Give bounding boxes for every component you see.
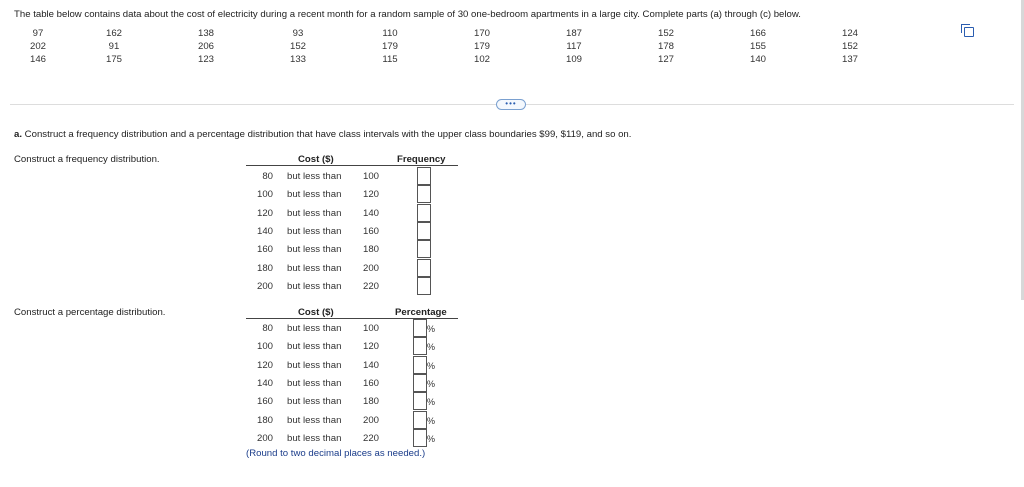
data-cell: 146: [29, 54, 46, 65]
class-upper-bound: 160: [363, 377, 380, 389]
percent-sign: %: [427, 360, 436, 371]
percentage-input[interactable]: [413, 319, 427, 337]
percent-sign: %: [427, 415, 436, 426]
frequency-input[interactable]: [417, 167, 431, 185]
percent-sign: %: [427, 433, 436, 444]
percentage-value-header: Percentage: [395, 307, 447, 318]
class-upper-bound: 220: [363, 280, 380, 292]
class-lower-bound: 120: [256, 359, 273, 371]
percent-sign: %: [427, 342, 436, 353]
data-cell: 102: [473, 54, 490, 65]
data-table: [8, 27, 896, 66]
class-connector: but less than: [287, 323, 342, 334]
class-upper-bound: 140: [363, 207, 380, 219]
percentage-prompt: Construct a percentage distribution.: [14, 307, 166, 318]
class-lower-bound: 180: [256, 262, 273, 274]
class-upper-bound: 120: [363, 341, 380, 353]
class-lower-bound: 160: [256, 396, 273, 408]
class-upper-bound: 200: [363, 414, 380, 426]
class-lower-bound: 160: [256, 244, 273, 256]
percentage-cost-header: Cost ($): [298, 307, 334, 318]
copy-icon[interactable]: [964, 27, 974, 37]
data-cell: 187: [565, 28, 582, 39]
part-a-instruction: [14, 129, 631, 140]
class-upper-bound: 180: [363, 244, 380, 256]
class-connector: but less than: [287, 414, 342, 426]
data-cell: 152: [289, 41, 306, 52]
data-cell: 93: [292, 28, 304, 39]
class-connector: but less than: [287, 225, 342, 237]
data-row: [8, 53, 896, 66]
data-cell: 155: [749, 41, 766, 52]
part-a-prefix: a.: [14, 129, 23, 140]
class-connector: but less than: [287, 207, 342, 219]
percent-sign: %: [427, 397, 436, 408]
part-a-text: Construct a frequency distribution and a percentage distribution that have class intervals with the upper class boundaries $99, $119, and so on.: [22, 129, 632, 140]
percentage-input[interactable]: [413, 356, 427, 374]
class-connector: but less than: [287, 244, 342, 256]
class-connector: but less than: [287, 341, 342, 353]
data-cell: 175: [105, 54, 122, 65]
class-upper-bound: 220: [363, 432, 380, 444]
class-upper-bound: 100: [363, 323, 380, 334]
data-cell: 152: [841, 41, 858, 52]
data-cell: 133: [289, 54, 306, 65]
data-cell: 202: [29, 41, 46, 52]
class-upper-bound: 140: [363, 359, 380, 371]
expand-button[interactable]: •••: [496, 99, 526, 110]
frequency-input[interactable]: [417, 259, 431, 277]
data-cell: 127: [657, 54, 674, 65]
data-cell: 123: [197, 54, 214, 65]
frequency-prompt: Construct a frequency distribution.: [14, 154, 160, 165]
frequency-input[interactable]: [417, 240, 431, 258]
percentage-input[interactable]: [413, 392, 427, 410]
data-cell: 152: [657, 28, 674, 39]
rounding-note: (Round to two decimal places as needed.): [246, 448, 426, 459]
frequency-input[interactable]: [417, 277, 431, 295]
data-cell: 124: [841, 28, 858, 39]
data-cell: 117: [566, 41, 582, 52]
class-upper-bound: 100: [363, 171, 380, 182]
class-upper-bound: 200: [363, 262, 380, 274]
question-intro: The table below contains data about the cost of electricity during a recent month for a random sample of 30 one-bedroom apartments in a large city. Complete parts (a) through (c) below.: [14, 9, 801, 20]
data-cell: 137: [841, 54, 858, 65]
class-connector: but less than: [287, 377, 342, 389]
data-cell: 138: [197, 28, 214, 39]
data-cell: 206: [197, 41, 214, 52]
data-cell: 179: [381, 41, 398, 52]
frequency-value-header: Frequency: [397, 154, 446, 165]
class-lower-bound: 80: [262, 171, 273, 182]
class-lower-bound: 100: [256, 341, 273, 353]
percentage-input[interactable]: [413, 374, 427, 392]
data-cell: 110: [382, 28, 398, 39]
data-row: [8, 27, 896, 40]
class-lower-bound: 140: [256, 225, 273, 237]
class-upper-bound: 160: [363, 225, 380, 237]
data-cell: 178: [657, 41, 674, 52]
frequency-header-rule: [246, 165, 458, 166]
data-cell: 109: [565, 54, 582, 65]
class-lower-bound: 120: [256, 207, 273, 219]
class-lower-bound: 80: [262, 323, 273, 334]
class-connector: but less than: [287, 359, 342, 371]
class-connector: but less than: [287, 262, 342, 274]
frequency-cost-header: Cost ($): [298, 154, 334, 165]
class-upper-bound: 120: [363, 189, 380, 201]
data-cell: 162: [105, 28, 122, 39]
class-connector: but less than: [287, 396, 342, 408]
data-cell: 115: [382, 54, 398, 65]
class-connector: but less than: [287, 189, 342, 201]
class-connector: but less than: [287, 432, 342, 444]
percent-sign: %: [427, 324, 436, 334]
data-cell: 97: [32, 28, 44, 39]
data-cell: 170: [473, 28, 490, 39]
percentage-input[interactable]: [413, 337, 427, 355]
class-upper-bound: 180: [363, 396, 380, 408]
class-lower-bound: 180: [256, 414, 273, 426]
class-lower-bound: 100: [256, 189, 273, 201]
frequency-input[interactable]: [417, 222, 431, 240]
frequency-input[interactable]: [417, 185, 431, 203]
percentage-input[interactable]: [413, 411, 427, 429]
class-connector: but less than: [287, 171, 342, 182]
frequency-input[interactable]: [417, 204, 431, 222]
class-lower-bound: 200: [256, 432, 273, 444]
class-lower-bound: 200: [256, 280, 273, 292]
data-cell: 91: [108, 41, 120, 52]
data-row: [8, 40, 896, 53]
data-cell: 166: [749, 28, 766, 39]
percent-sign: %: [427, 378, 436, 389]
class-lower-bound: 140: [256, 377, 273, 389]
percentage-input[interactable]: [413, 429, 427, 447]
data-cell: 140: [749, 54, 766, 65]
data-cell: 179: [473, 41, 490, 52]
class-connector: but less than: [287, 280, 342, 292]
